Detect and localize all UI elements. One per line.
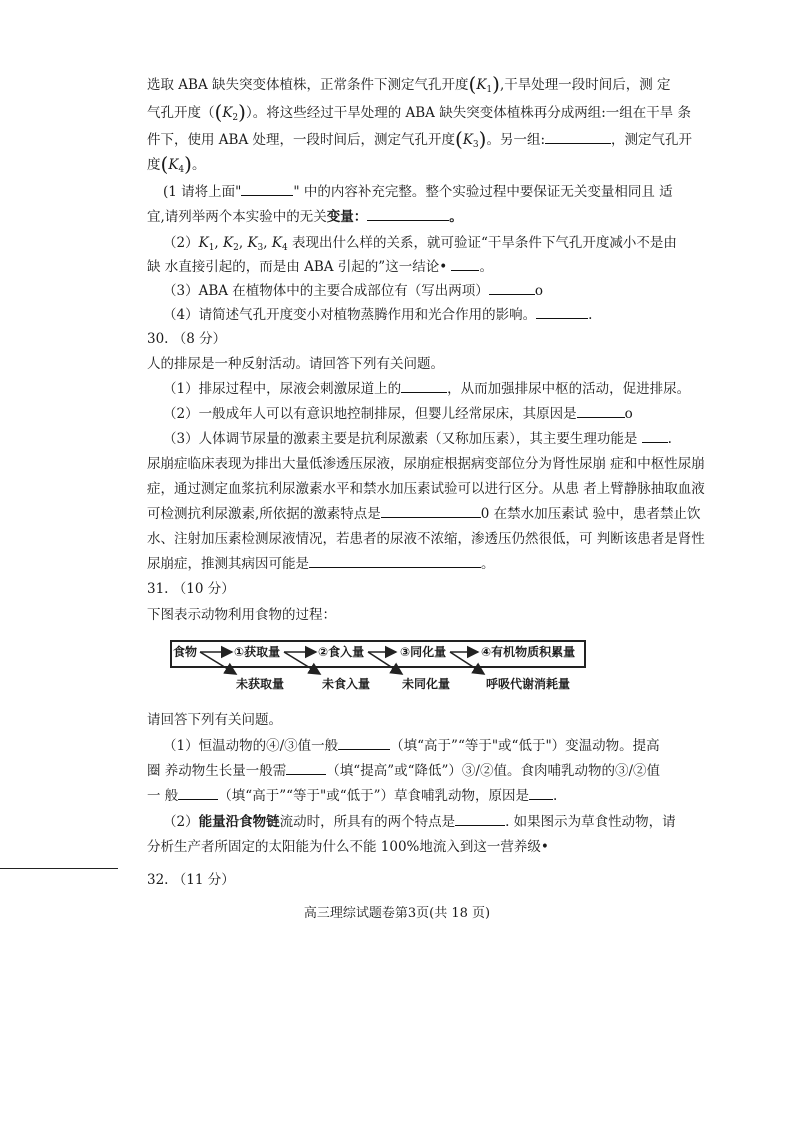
answer-blank[interactable] xyxy=(178,785,218,800)
q29-sub4 xyxy=(163,303,592,327)
q29-intro-line1: 选取 ABA 缺失突变体植株，正常条件下测定气孔开度$(K_1)$,干旱处理一段时间后，测 定 xyxy=(147,72,671,96)
node-accumulated: ④有机物质积累量 xyxy=(481,645,576,659)
q30-sub3-line2: 尿崩症临床表现为排出大量低渗透压尿液，尿崩症根据病变部位分为肾性尿崩 症和中枢性尿崩 xyxy=(147,456,705,472)
text: 。 xyxy=(479,259,493,275)
text: . xyxy=(553,788,558,804)
q29-intro-line2: 气孔开度$((K_2))$。将这些经过干旱处理的 ABA 缺失突变体植株再分成两组:一组在干旱 条 xyxy=(147,100,692,124)
q31-intro: 下图表示动物利用食物的过程： xyxy=(147,607,336,623)
text: . xyxy=(667,431,672,447)
text: o xyxy=(624,406,633,422)
text: ，从而加强排尿中枢的活动，促进排尿。 xyxy=(447,381,691,397)
q30-sub3-line5: 水、注射加压素检测尿液情况，若患者的尿液不浓缩，渗透压仍然很低，可 判断该患者是肾性 xyxy=(147,531,705,547)
text: （2） xyxy=(163,814,199,830)
answer-blank[interactable] xyxy=(401,378,447,393)
text: 度 xyxy=(147,157,161,173)
text: 尿崩症，推测其病因可能是 xyxy=(147,556,309,572)
text: 宜,请列举两个本实验中的无关 xyxy=(147,209,327,225)
text: （3）ABA 在植物体中的主要合成部位有（写出两项） xyxy=(163,283,489,299)
q30-sub3-line3: 症，通过测定血浆抗利尿激素水平和禁水加压素试验可以进行区分。从患 者上臂静脉抽取血液 xyxy=(147,481,705,497)
text: 。 xyxy=(449,209,463,225)
q32-header: 32. （11 分） xyxy=(147,872,235,888)
text: . 如果图示为草食性动物，请 xyxy=(505,814,676,830)
var-k: K xyxy=(168,157,179,173)
text: （4）请简述气孔开度变小对植物蒸腾作用和光合作用的影响。 xyxy=(163,307,537,323)
text: ，测定气孔开 xyxy=(611,132,693,148)
q31-sub1-line3 xyxy=(147,784,557,808)
node-not-ingested: 未食入量 xyxy=(322,677,371,691)
q31-sub1-line2 xyxy=(147,759,660,783)
q29-sub1-line2 xyxy=(147,205,463,229)
q31-header: 31. （10 分） xyxy=(147,581,235,597)
text: 表现出什么样的关系，就可验证“干旱条件下气孔开度减小不是由 xyxy=(291,235,677,251)
text: 0 在禁水加压素试 验中，患者禁止饮 xyxy=(480,506,701,522)
q30-intro: 人的排尿是一种反射活动。请回答下列有关问题。 xyxy=(147,356,444,372)
text: 件下，使用 ABA 处理，一段时间后，测定气孔开度 xyxy=(147,132,456,148)
text: o xyxy=(534,283,543,299)
answer-blank[interactable] xyxy=(642,428,668,443)
text: （3）人体调节尿量的激素主要是抗利尿激素（又称加压素），其主要生理功能是 xyxy=(163,431,638,447)
sub: 4 xyxy=(178,165,185,175)
text: . xyxy=(588,307,593,323)
q30-sub2 xyxy=(163,402,633,426)
q29-sub1-line1 xyxy=(163,180,673,204)
text: ,干旱处理一段时间后，测 定 xyxy=(499,77,671,93)
food-utilization-diagram xyxy=(170,636,584,694)
q31-ask: 请回答下列有关问题。 xyxy=(147,712,282,728)
text: 一 般 xyxy=(147,788,179,804)
sub: 1 xyxy=(486,85,493,95)
text: (1 请将上面" xyxy=(163,184,242,200)
answer-blank[interactable] xyxy=(489,280,535,295)
answer-blank[interactable] xyxy=(545,129,611,144)
text: （填“提高”或“降低”）③/②值。食肉哺乳动物的③/②值 xyxy=(326,763,660,779)
answer-blank[interactable] xyxy=(381,503,481,518)
answer-blank[interactable] xyxy=(451,256,479,271)
q29-intro-line3: 件下，使用 ABA 处理，一段时间后，测定气孔开度$(K_3)$。另一组: ，测定气孔开 xyxy=(147,127,693,151)
answer-blank[interactable] xyxy=(536,304,588,319)
q29-sub2-line2 xyxy=(147,255,493,279)
node-food: 食物 xyxy=(173,645,198,659)
text: 圈 养动物生长量一般需 xyxy=(147,763,287,779)
q31-sub2-line1 xyxy=(163,810,676,834)
answer-blank[interactable] xyxy=(286,760,326,775)
node-not-assimilated: 未同化量 xyxy=(402,677,451,691)
q29-sub2-line1: $(2)K_1$, $K_2$, $K_3$, $K_4$ 表现出什么样的关系，就可验证“干旱条件下气孔开度减小不是由 xyxy=(163,235,677,253)
text: ）。将这些经过干旱处理的 ABA 缺失突变体植株再分成两组:一组在干旱 条 xyxy=(245,105,692,121)
text: （填“高于”“等于"或“低于"）变温动物。提高 xyxy=(390,738,660,754)
page-footer: 高三理综试题卷第3页(共 18 页) xyxy=(303,906,491,921)
q29-sub3 xyxy=(163,279,543,303)
text: 缺 水直接引起的，而是由 ABA 引起的”这一结论• xyxy=(147,259,448,275)
text: " 中的内容补充完整。整个实验过程中要保证无关变量相同且 适 xyxy=(293,184,673,200)
node-respiration: 呼吸代谢消耗量 xyxy=(486,677,571,691)
text: 气孔开度（ xyxy=(147,105,215,121)
footnote-rule xyxy=(0,868,118,869)
text: （2）一般成年人可以有意识地控制排尿，但婴儿经常尿床，其原因是 xyxy=(163,406,577,422)
text: （填“高于”“等于"或“低于”）草食哺乳动物，原因是 xyxy=(218,788,530,804)
answer-blank[interactable] xyxy=(367,206,449,221)
text: 选取 ABA 缺失突变体植株，正常条件下测定气孔开度 xyxy=(147,77,469,93)
sub: 2 xyxy=(232,113,239,123)
answer-blank[interactable] xyxy=(529,785,553,800)
sub: 3 xyxy=(472,140,479,150)
answer-blank[interactable] xyxy=(241,181,293,196)
text: （1）排尿过程中，尿液会刺激尿道上的 xyxy=(163,381,402,397)
q30-sub3-line4 xyxy=(147,502,700,526)
text: 变量： xyxy=(326,209,368,225)
node-acquired: ①获取量 xyxy=(234,645,281,659)
answer-blank[interactable] xyxy=(455,811,505,826)
text: （2） xyxy=(163,235,199,251)
var-k: K xyxy=(198,235,209,251)
answer-blank[interactable] xyxy=(577,403,625,418)
var-k: K xyxy=(476,77,487,93)
var-k: K xyxy=(222,105,233,121)
q30-sub3-line6 xyxy=(147,552,495,576)
answer-blank[interactable] xyxy=(309,553,481,568)
text: 可检测抗利尿激素,所依据的激素特点是 xyxy=(147,506,381,522)
text: 。 xyxy=(191,157,206,173)
text: 能量沿食物链 xyxy=(198,814,280,830)
answer-blank[interactable] xyxy=(338,735,390,750)
q30-header: 30. （8 分） xyxy=(147,331,227,347)
text: 。 xyxy=(481,556,495,572)
q30-sub3-line1 xyxy=(163,427,672,451)
text: 流动时，所具有的两个特点是 xyxy=(279,814,456,830)
q30-sub1 xyxy=(163,377,690,401)
q31-sub2-line2: 分析生产者所固定的太阳能为什么不能 100%地流入到这一营养级• xyxy=(147,839,549,855)
node-not-acquired: 未获取量 xyxy=(236,677,285,691)
q31-sub1-line1 xyxy=(163,734,660,758)
text: （1）恒温动物的④/③值一般 xyxy=(163,738,339,754)
var-k: K xyxy=(462,132,473,148)
q29-intro-line4: 度$(K_4)$。 xyxy=(147,152,206,176)
node-assimilated: ③同化量 xyxy=(400,645,447,659)
node-ingested: ②食入量 xyxy=(318,645,365,659)
text: 。另一组: xyxy=(486,132,546,148)
